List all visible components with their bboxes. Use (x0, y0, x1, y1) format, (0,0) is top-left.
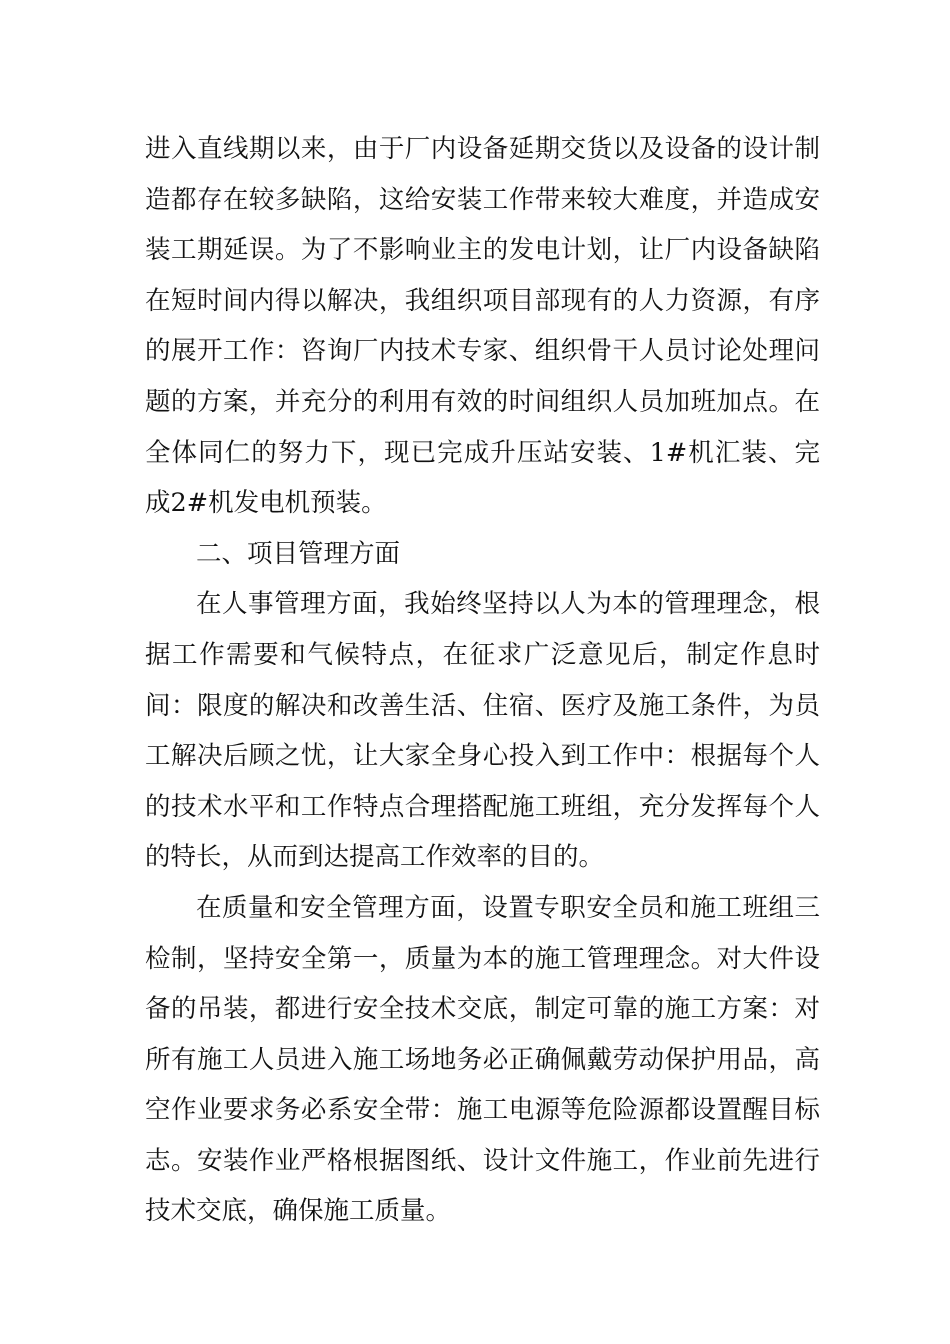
paragraph-personnel-management: 在人事管理方面，我始终坚持以人为本的管理理念，根据工作需要和气候特点，在征求广泛意见后，制定作息时间：限度的解决和改善生活、住宿、医疗及施工条件，为员工解决后顾之忧，让大家全身心投入到工作中：根据每个人的技术水平和工作特点合理搭配施工班组，充分发挥每个人的特长，从而到达提高工作效率的目的。 (145, 589, 820, 873)
document-body (145, 124, 820, 1237)
paragraph-progress: 进入直线期以来，由于厂内设备延期交货以及设备的设计制造都存在较多缺陷，这给安装工作带来较大难度，并造成安装工期延误。为了不影响业主的发电计划，让厂内设备缺陷在短时间内得以解决，我组织项目部现有的人力资源，有序的展开工作：咨询厂内技术专家、组织骨干人员讨论处理问题的方案，并充分的利用有效的时间组织人员加班加点。在全体同仁的努力下，现已完成升压站安装、1#机汇装、完成2#机发电机预装。 (145, 134, 820, 519)
paragraph-quality-safety-management: 在质量和安全管理方面，设置专职安全员和施工班组三检制，坚持安全第一，质量为本的施工管理理念。对大件设备的吊装，都进行安全技术交底，制定可靠的施工方案：对所有施工人员进入施工场地务必正确佩戴劳动保护用品，高空作业要求务必系安全带：施工电源等危险源都设置醒目标志。安装作业严格根据图纸、设计文件施工，作业前先进行技术交底，确保施工质量。 (145, 892, 820, 1227)
section-heading-project-management: 二、项目管理方面 (196, 538, 401, 569)
